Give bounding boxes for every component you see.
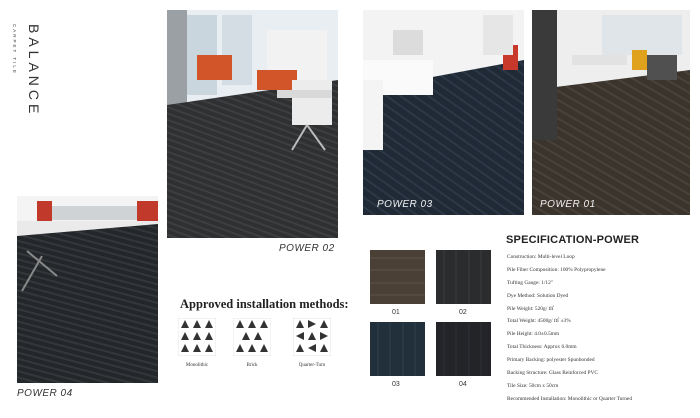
brand-name: BALANCE [26,24,42,118]
spec-line: Primary Backing: polyester Spunbonded [507,357,595,364]
spec-line: Total Weight: 4500g/ ㎡ ±3% [507,318,571,325]
photo-power-04 [17,196,158,383]
spec-list [507,251,697,406]
swatch-04-label: 04 [459,381,467,388]
caption-power-02: POWER 02 [279,243,335,254]
swatch-04 [436,322,491,376]
caption-power-04: POWER 04 [17,388,73,399]
swatch-02-label: 02 [459,309,467,316]
caption-power-03: POWER 03 [377,199,433,210]
spec-title: SPECIFICATION-POWER [506,234,640,246]
method-monolithic [167,318,227,368]
caption-power-01: POWER 01 [540,199,596,210]
brand-logo [10,20,58,130]
installation-title: Approved installation methods: [180,297,349,311]
spec-line: Pile Weight: 520g/ ㎡ [507,305,554,312]
photo-power-01 [532,10,690,215]
spec-line: Recommended Installation: Monolithic or Quarter Turned [507,395,633,402]
method-brick-label: Brick [246,363,258,368]
spec-line: Construction: Multi-level Loop [507,254,575,260]
photo-power-03 [363,10,524,215]
photo-power-02 [167,10,338,238]
spec-line: Total Thickness: Approx 6.0mm [507,344,577,351]
method-quarter-turn [282,318,342,368]
swatch-02 [436,250,491,304]
spec-line: Dye Method: Solution Dyed [507,292,569,299]
spec-line: Tile Size: 50cm x 50cm [507,382,559,389]
method-monolithic-label: Monolithic [185,363,209,368]
method-quarter-turn-label: Quarter-Turn [298,363,326,368]
brand-subtitle: CARPET TILE [12,24,17,75]
swatch-03-label: 03 [392,381,400,388]
swatch-01-label: 01 [392,309,400,316]
quarter-turn-pattern-icon [293,318,331,356]
method-brick [222,318,282,368]
swatch-01 [370,250,425,304]
spec-line: Pile Height: 4.0±0.5mm [507,331,560,338]
spec-line: Tufting Gauge: 1/12" [507,279,554,286]
monolithic-pattern-icon [178,318,216,356]
swatch-03 [370,322,425,376]
spec-line: Backing Structure: Glass Reinforced PVC [507,370,599,377]
spec-line: Pile Fiber Composition: 100% Polypropylene [507,266,606,273]
brick-pattern-icon [233,318,271,356]
